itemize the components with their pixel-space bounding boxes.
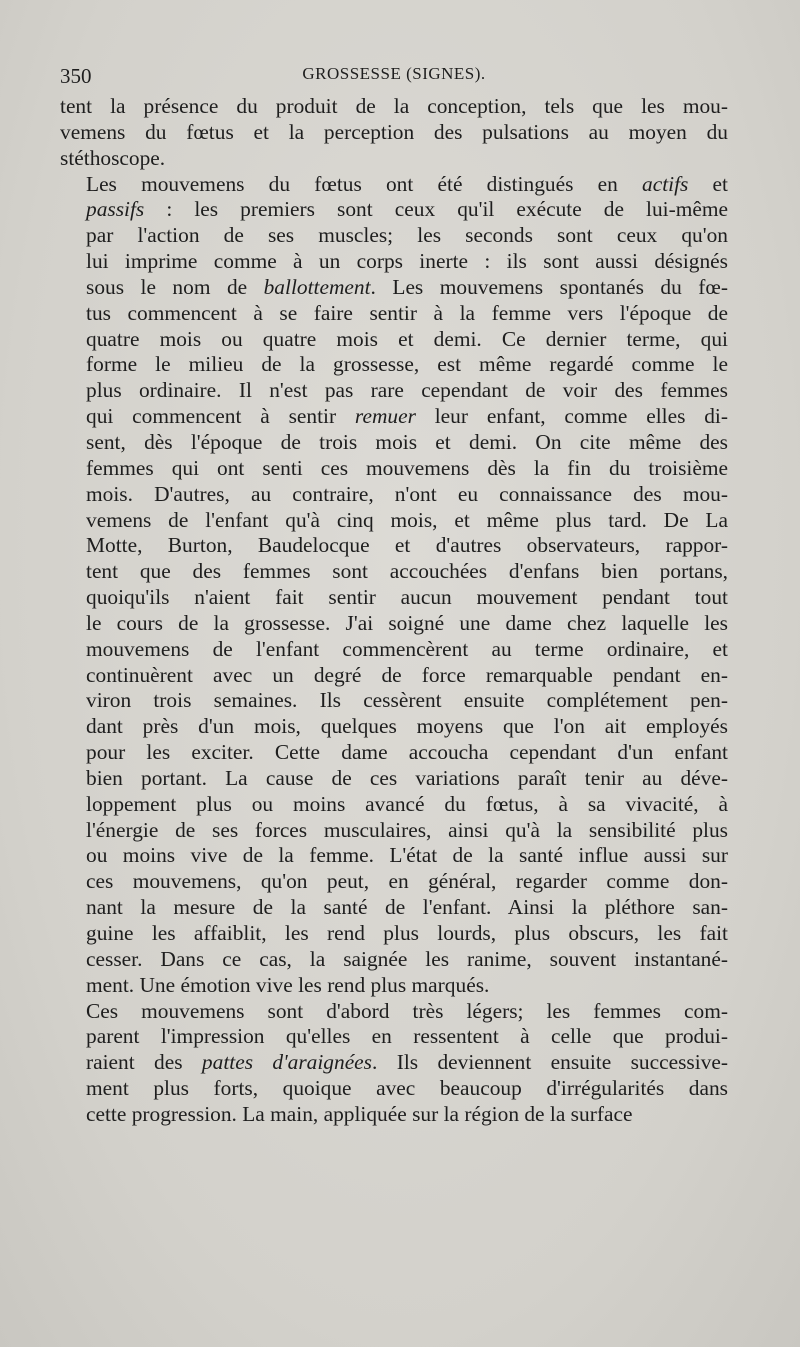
text-line: femmes qui ont senti ces mouvemens dès la fin du troisième (86, 455, 728, 480)
text-line: dant près d'un mois, quelques moyens que l'on ait employés (86, 714, 728, 739)
page-number: 350 (60, 64, 92, 88)
text-line: vemens de l'enfant qu'à cinq mois, et même plus tard. De La (86, 507, 728, 532)
paragraph (60, 172, 728, 999)
text-line: Ces mouvemens sont d'abord très légers; les femmes com- (86, 998, 728, 1023)
text-line: nant la mesure de la santé de l'enfant. Ainsi la pléthore san- (86, 895, 728, 920)
text-line: mois. D'autres, au contraire, n'ont eu connaissance des mou- (86, 481, 728, 506)
text-line: stéthoscope. (60, 145, 166, 170)
text-line: tent la présence du produit de la conception, tels que les mou- (60, 94, 728, 118)
text-line: cette progression. La main, appliquée sur la région de la surface (86, 1101, 633, 1126)
text-line: quatre mois ou quatre mois et demi. Ce dernier terme, qui (86, 326, 728, 351)
text-line: raient des pattes d'araignées. Ils deviennent ensuite successive- (86, 1050, 729, 1075)
text-line: l'énergie de ses forces musculaires, ainsi qu'à la sensibilité plus (86, 817, 728, 842)
book-page (60, 62, 728, 1128)
paragraph (60, 94, 728, 172)
text-line: qui commencent à sentir remuer leur enfant, comme elles di- (86, 404, 728, 429)
text-line: sent, dès l'époque de trois mois et demi. On cite même des (86, 429, 728, 454)
running-title: GROSSESSE (SIGNES). (302, 64, 486, 83)
text-line: loppement plus ou moins avancé du fœtus, à sa vivacité, à (86, 791, 728, 816)
text-line: Les mouvemens du fœtus ont été distingués en actifs et (86, 171, 728, 196)
text-line: quoiqu'ils n'aient fait sentir aucun mouvement pendant tout (86, 585, 728, 610)
text-line: ment plus forts, quoique avec beaucoup d'irrégularités dans (86, 1076, 728, 1101)
paragraph (60, 999, 728, 1128)
text-line: cesser. Dans ce cas, la saignée les ranime, souvent instantané- (86, 946, 728, 971)
text-line: forme le milieu de la grossesse, est même regardé comme le (86, 352, 728, 377)
text-line: continuèrent avec un degré de force remarquable pendant en- (86, 662, 728, 687)
text-line: par l'action de ses muscles; les seconds sont ceux qu'on (86, 223, 728, 248)
text-line: pour les exciter. Cette dame accoucha cependant d'un enfant (86, 740, 728, 765)
text-line: parent l'impression qu'elles en ressentent à celle que produi- (86, 1024, 728, 1049)
text-line: guine les affaiblit, les rend plus lourds, plus obscurs, les fait (86, 921, 728, 945)
body-text (60, 94, 728, 1128)
text-line: tent que des femmes sont accouchées d'enfans bien portans, (86, 559, 728, 584)
text-line: bien portant. La cause de ces variations paraît tenir au déve- (86, 765, 728, 790)
text-line: plus ordinaire. Il n'est pas rare cependant de voir des femmes (86, 378, 728, 403)
text-line: le cours de la grossesse. J'ai soigné une dame chez laquelle les (86, 610, 728, 635)
text-line: ment. Une émotion vive les rend plus marqués. (86, 972, 490, 997)
text-line: sous le nom de ballottement. Les mouvemens spontanés du fœ- (86, 274, 728, 299)
text-line: passifs : les premiers sont ceux qu'il exécute de lui-même (86, 197, 728, 222)
text-line: vemens du fœtus et la perception des pulsations au moyen du (60, 119, 728, 144)
text-line: mouvemens de l'enfant commencèrent au terme ordinaire, et (86, 636, 728, 661)
running-head (60, 62, 728, 94)
text-line: ces mouvemens, qu'on peut, en général, regarder comme don- (86, 869, 728, 894)
text-line: lui imprime comme à un corps inerte : ils sont aussi désignés (86, 249, 728, 274)
text-line: ou moins vive de la femme. L'état de la santé influe aussi sur (86, 843, 728, 868)
text-line: Motte, Burton, Baudelocque et d'autres observateurs, rappor- (86, 533, 728, 558)
text-line: tus commencent à se faire sentir à la femme vers l'époque de (86, 300, 728, 325)
text-line: viron trois semaines. Ils cessèrent ensuite complétement pen- (86, 688, 728, 713)
